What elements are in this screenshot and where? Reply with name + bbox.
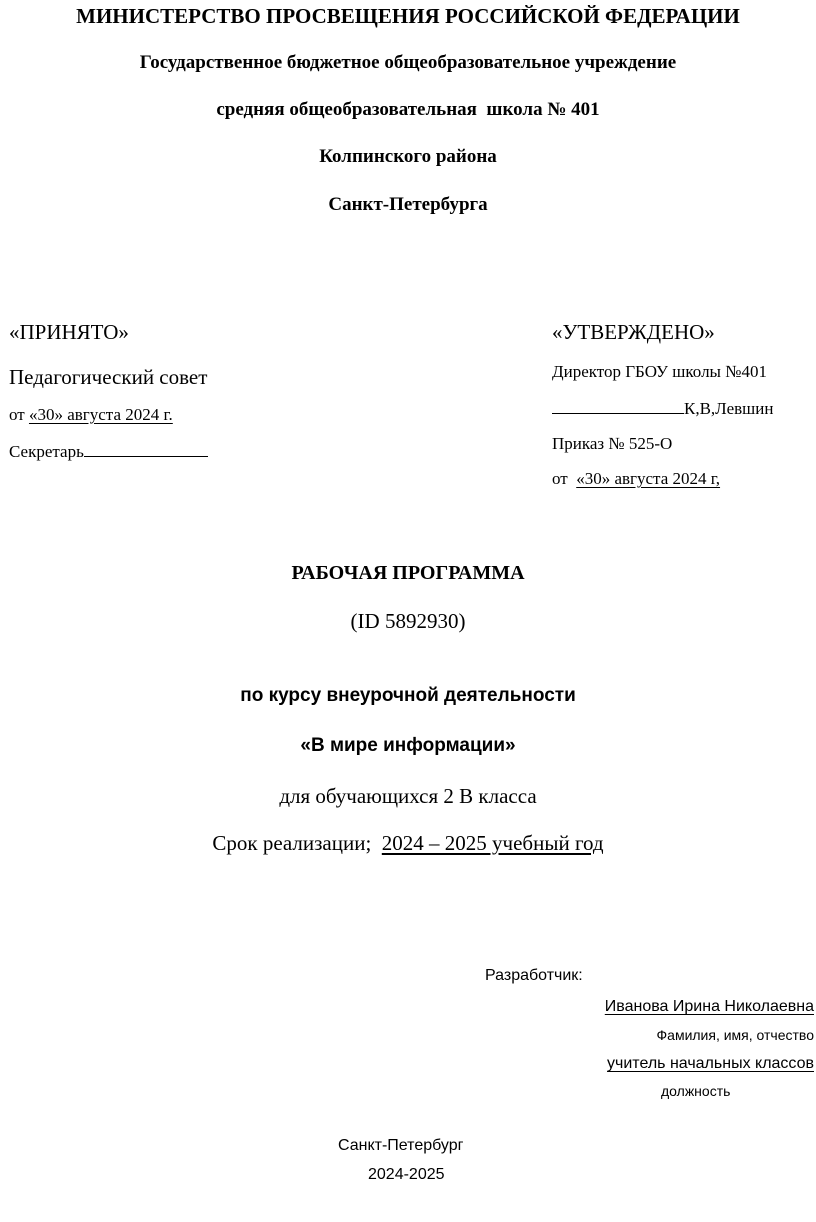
director-line: Директор ГБОУ школы №401 [552,362,767,381]
developer-name: Иванова Ирина Николаевна [604,998,814,1015]
director-name: К,В,Левшин [684,399,774,418]
signature-line [84,455,208,457]
secretary-row [9,442,208,462]
developer-position: учитель начальных классов [607,1055,814,1072]
audience-line: для обучающихся 2 В класса [279,784,537,808]
accepted-date-prefix: от [9,405,29,424]
ministry-title: МИНИСТЕРСТВО ПРОСВЕЩЕНИЯ РОССИЙСКОЙ ФЕДЕРАЦИИ [76,4,740,28]
institution-line: Государственное бюджетное общеобразовательное учреждение [139,52,677,73]
developer-label: Разработчик: [485,967,583,984]
period-value: 2024 – 2025 учебный год [381,831,604,855]
district-line: Колпинского района [319,146,497,167]
program-id: (ID 5892930) [350,609,466,633]
period-label: Срок реализации; [212,831,382,855]
approved-title: «УТВЕРЖДЕНО» [552,320,715,344]
course-name: «В мире информации» [300,735,516,756]
school-line: средняя общеобразовательная школа № 401 [216,99,600,120]
developer-name-caption: Фамилия, имя, отчество [656,1027,814,1043]
city-line: Санкт-Петербурга [328,194,488,215]
secretary-label: Секретарь [9,442,84,461]
accepted-title: «ПРИНЯТО» [9,320,129,344]
approved-date-row [552,469,720,489]
program-title: РАБОЧАЯ ПРОГРАММА [291,562,525,584]
accepted-date-row [9,405,173,425]
footer-years: 2024-2025 [368,1166,445,1183]
approved-date: «30» августа 2024 г, [576,469,721,488]
course-type: по курсу внеурочной деятельности [240,685,576,706]
order-number: Приказ № 525-О [552,434,673,453]
accepted-date: «30» августа 2024 г. [28,405,173,424]
director-signature-row [552,399,773,419]
developer-position-caption: должность [661,1083,731,1099]
approved-date-prefix: от [552,469,577,488]
footer-city: Санкт-Петербург [338,1137,464,1154]
period-row [0,831,816,856]
signature-line [552,412,684,414]
pedagogical-council: Педагогический совет [9,365,208,389]
